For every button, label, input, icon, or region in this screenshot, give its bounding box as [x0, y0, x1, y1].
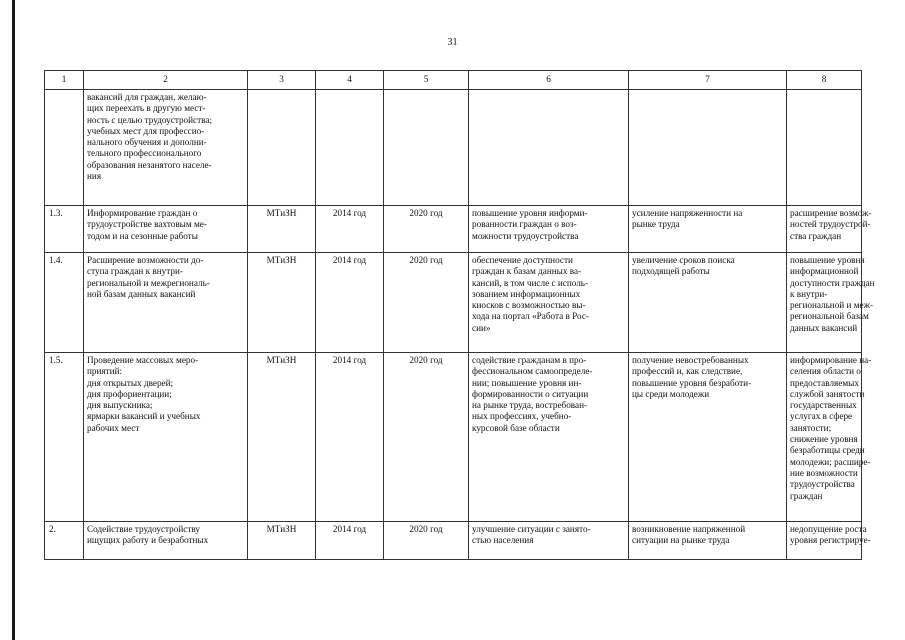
cell-text-line: тельного профессионального	[87, 148, 202, 159]
cell-text-line: образования незанятого населе-	[87, 159, 212, 170]
cell-text-line: подходящей работы	[632, 266, 710, 277]
expected-result-cell	[469, 353, 629, 522]
start-year-cell: 2014 год	[316, 206, 384, 253]
start-year-cell: 2014 год	[316, 353, 384, 522]
cell-text-line: уровня регистрируе-	[790, 535, 871, 546]
row-number-cell: 1.5.	[45, 353, 84, 522]
executor-cell	[248, 90, 316, 206]
cell-text-line: Расширение возможности до-	[87, 255, 204, 265]
expected-result-cell	[469, 90, 629, 206]
cell-text-line: усиление напряженности на	[632, 208, 743, 218]
consequences-cell	[629, 353, 787, 522]
executor-cell: МТиЗН	[248, 353, 316, 522]
header-cell: 8	[787, 71, 862, 90]
header-cell: 7	[629, 71, 787, 90]
cell-text-line: доступности граждан	[790, 277, 875, 288]
program-table	[44, 70, 875, 560]
cell-text-line: курсовой базе области	[472, 422, 560, 433]
cell-text-line: селения области о	[790, 366, 861, 377]
cell-text-line: рынке труда	[632, 219, 680, 230]
cell-text-line: получение невостребованных	[632, 355, 749, 365]
cell-text-line: содействие гражданам в про-	[472, 355, 587, 365]
cell-text-line: региональной базам	[790, 311, 869, 322]
header-cell: 3	[248, 71, 316, 90]
cell-text-line: Информирование граждан о	[87, 208, 198, 218]
cell-text-line: ния	[87, 171, 102, 182]
consequences-cell	[629, 90, 787, 206]
end-year-cell: 2020 год	[384, 253, 469, 353]
cell-text-line: цы среди молодежи	[632, 388, 710, 399]
cell-text-line: обеспечение доступности	[472, 255, 573, 265]
page-number: 31	[447, 37, 458, 48]
expected-result-cell	[469, 206, 629, 253]
cell-text-line: повышение уровня безработи-	[632, 377, 752, 388]
table-row	[45, 90, 862, 206]
end-year-cell	[384, 90, 469, 206]
cell-text-line: ступа граждан к внутри-	[87, 266, 183, 277]
consequences-cell	[629, 206, 787, 253]
cell-text-line: дня открытых дверей;	[87, 377, 174, 388]
cell-text-line: ние возможности	[790, 467, 858, 478]
cell-text-line: молодежи; расшире-	[790, 456, 871, 467]
cell-text-line: профессий и, как следствие,	[632, 366, 743, 377]
cell-text-line: региональной и межрегиональ-	[87, 277, 210, 288]
cell-text-line: вакансий для граждан, желаю-	[87, 92, 207, 102]
link-to-indicators-cell	[787, 206, 872, 253]
start-year-cell: 2014 год	[316, 253, 384, 353]
start-year-cell	[316, 90, 384, 206]
cell-text-line: ность с целью трудоустройства;	[87, 114, 212, 125]
end-year-cell: 2020 год	[384, 206, 469, 253]
executor-cell: МТиЗН	[248, 206, 316, 253]
cell-text-line: службой занятости	[790, 388, 865, 399]
table-row	[45, 253, 862, 353]
cell-text-line: занятости;	[790, 422, 832, 433]
cell-text-line: ярмарки вакансий и учебных	[87, 411, 201, 422]
executor-cell: МТиЗН	[248, 253, 316, 353]
row-number-cell: 1.4.	[45, 253, 84, 353]
cell-text-line: дня выпускника;	[87, 400, 153, 411]
link-to-indicators-cell	[787, 90, 862, 206]
cell-text-line: ностей трудоустрой-	[790, 219, 871, 230]
table-row	[45, 522, 862, 560]
cell-text-line: сии»	[472, 322, 491, 333]
cell-text-line: снижение уровня	[790, 434, 858, 445]
cell-text-line: кансий, в том числе с исполь-	[472, 277, 589, 288]
row-number-cell: 1.3.	[45, 206, 84, 253]
cell-text-line: приятий:	[87, 366, 123, 377]
table-row	[45, 206, 862, 253]
cell-text-line: услугах в сфере	[790, 411, 853, 422]
cell-text-line: рованности граждан о воз-	[472, 219, 577, 230]
cell-text-line: предоставляемых	[790, 377, 859, 388]
cell-text-line: данных вакансий	[790, 322, 858, 333]
cell-text-line: стью населения	[472, 535, 534, 546]
link-to-indicators-cell	[787, 353, 872, 522]
cell-text-line: расширение возмож-	[790, 208, 872, 218]
start-year-cell: 2014 год	[316, 522, 384, 560]
link-to-indicators-cell	[787, 253, 875, 353]
cell-text-line: ства граждан	[790, 230, 842, 241]
measure-name-cell	[84, 206, 248, 253]
link-to-indicators-cell	[787, 522, 871, 560]
expected-result-cell	[469, 522, 629, 560]
cell-text-line: нии; повышение уровня ин-	[472, 377, 582, 388]
header-row	[45, 71, 862, 90]
consequences-cell	[629, 522, 787, 560]
cell-text-line: Проведение массовых меро-	[87, 355, 199, 365]
cell-text-line: учебных мест для профессио-	[87, 125, 205, 136]
table-row	[45, 353, 862, 522]
cell-text-line: информирование на-	[790, 355, 872, 365]
expected-result-cell	[469, 253, 629, 353]
end-year-cell: 2020 год	[384, 522, 469, 560]
cell-text-line: граждан к базам данных ва-	[472, 266, 582, 277]
cell-text-line: безработицы среди	[790, 445, 865, 456]
cell-text-line: тодом и на сезонные работы	[87, 230, 198, 241]
measure-name-cell	[84, 522, 248, 560]
cell-text-line: фессиональном самоопределе-	[472, 366, 593, 377]
cell-text-line: ищущих работу и безработных	[87, 535, 209, 546]
cell-text-line: государственных	[790, 400, 857, 411]
cell-text-line: рабочих мест	[87, 422, 140, 433]
cell-text-line: повышение уровня	[790, 255, 865, 265]
cell-text-line: региональной и меж-	[790, 300, 874, 311]
cell-text-line: Содействие трудоустройству	[87, 524, 200, 534]
measure-name-cell	[84, 253, 248, 353]
header-cell: 5	[384, 71, 469, 90]
cell-text-line: трудоустройстве вахтовым ме-	[87, 219, 207, 230]
cell-text-line: ных профессиях, учебно-	[472, 411, 572, 422]
cell-text-line: зованием информационных	[472, 288, 581, 299]
cell-text-line: увеличение сроков поиска	[632, 255, 735, 265]
measure-name-cell	[84, 353, 248, 522]
header-cell: 6	[469, 71, 629, 90]
row-number-cell: 2.	[45, 522, 84, 560]
cell-text-line: к внутри-	[790, 288, 828, 299]
page-edge-bar	[12, 0, 15, 640]
row-number-cell	[45, 90, 84, 206]
header-cell: 4	[316, 71, 384, 90]
header-cell: 1	[45, 71, 84, 90]
cell-text-line: на рынке труда, востребован-	[472, 400, 588, 411]
cell-text-line: возникновение напряженной	[632, 524, 746, 534]
cell-text-line: щих переехать в другую мест-	[87, 103, 206, 114]
cell-text-line: ситуации на рынке труда	[632, 535, 730, 546]
cell-text-line: ной базам данных вакансий	[87, 288, 196, 299]
cell-text-line: нального обучения и дополни-	[87, 137, 207, 148]
cell-text-line: информационной	[790, 266, 859, 277]
consequences-cell	[629, 253, 787, 353]
cell-text-line: дня профориентации;	[87, 388, 172, 399]
cell-text-line: повышение уровня информи-	[472, 208, 588, 218]
cell-text-line: недопущение роста	[790, 524, 867, 534]
cell-text-line: трудоустройства	[790, 479, 855, 490]
cell-text-line: хода на портал «Работа в Рос-	[472, 311, 589, 322]
measure-name-cell	[84, 90, 248, 206]
cell-text-line: формированности о ситуации	[472, 388, 589, 399]
end-year-cell: 2020 год	[384, 353, 469, 522]
header-cell: 2	[84, 71, 248, 90]
cell-text-line: можности трудоустройства	[472, 230, 579, 241]
cell-text-line: граждан	[790, 490, 823, 501]
executor-cell: МТиЗН	[248, 522, 316, 560]
cell-text-line: улучшение ситуации с занято-	[472, 524, 591, 534]
cell-text-line: киосков с возможностью вы-	[472, 300, 586, 311]
